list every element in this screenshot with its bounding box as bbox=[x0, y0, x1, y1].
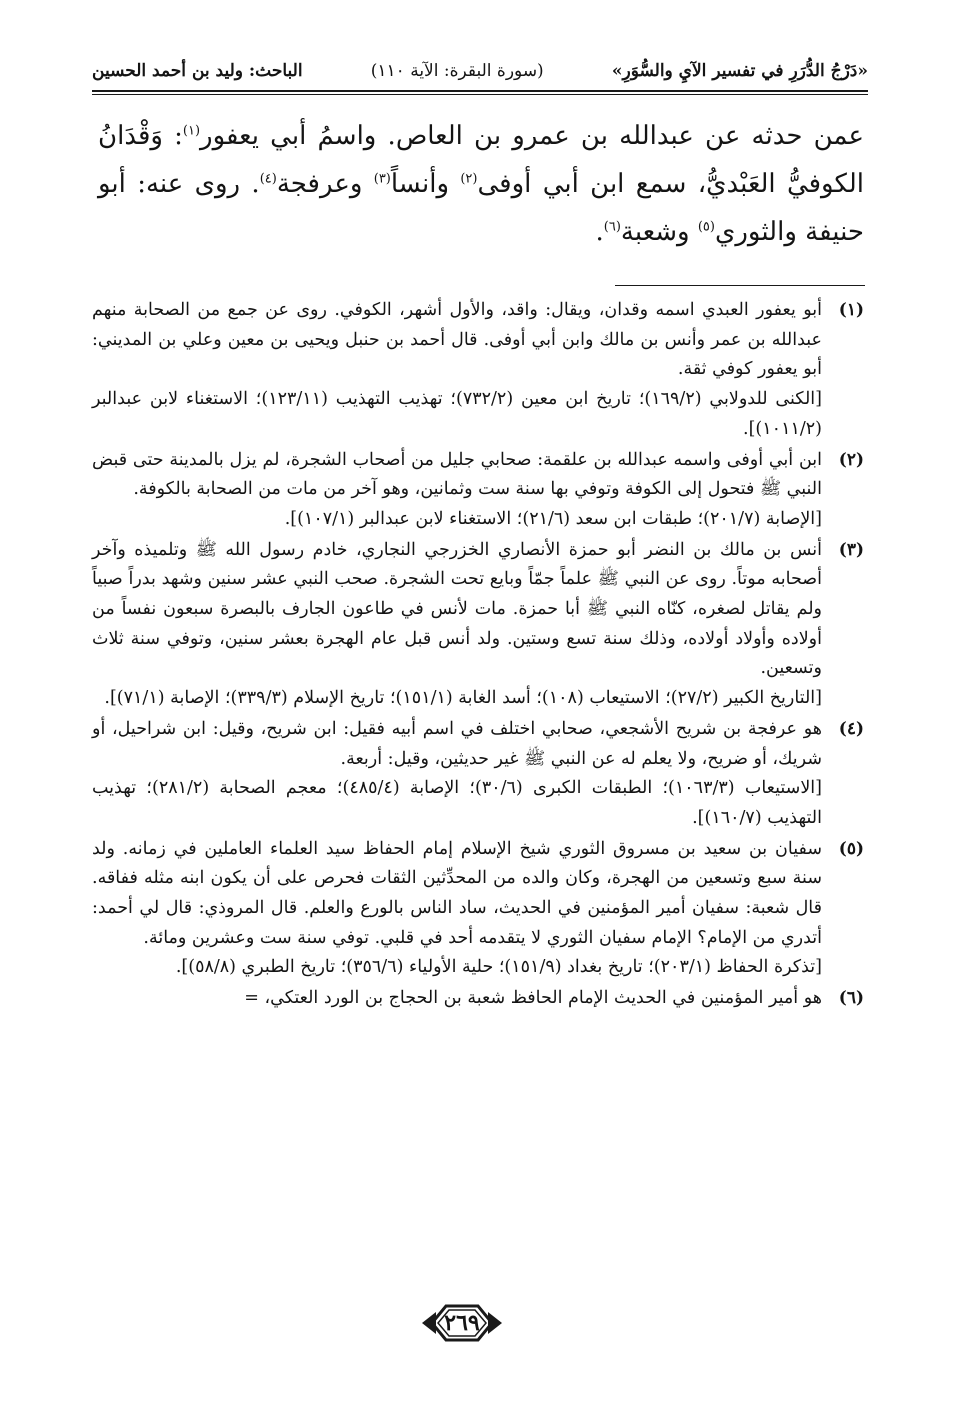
researcher-name: الباحث: وليد بن أحمد الحسين bbox=[92, 61, 303, 81]
running-header bbox=[92, 56, 868, 86]
footnote-text: ابن أبي أوفى واسمه عبدالله بن علقمة: صحابي جليل من أصحاب الشجرة، لم يزل بالمدينة حتى قبض النبي ﷺ فتحول إلى الكوفة وتوفي بها سنة ست وثمانين، وهو آخر من مات من الصحابة بالكوفة. bbox=[92, 449, 822, 500]
page-number: ٢٦٩ bbox=[444, 1310, 480, 1336]
footnote-number: (٢) bbox=[838, 449, 864, 470]
footnote-ref[interactable]: (١) bbox=[182, 123, 201, 139]
footnote-text: هو عرفجة بن شريح الأشجعي، صحابي اختلف في اسم أبيه فقيل: ابن شريح، وقيل: ابن شراحيل، أو شريك، أو ضريح، ولا يعلم له عن النبي ﷺ غير حديثين، وقيل: أربعة. bbox=[92, 718, 822, 769]
footnote-1 bbox=[92, 296, 864, 445]
page-number-ornament bbox=[418, 1300, 506, 1346]
footnote-number: (١) bbox=[838, 300, 864, 320]
footnote-number: (٥) bbox=[838, 838, 864, 859]
footnote-ref[interactable]: (٤) bbox=[259, 171, 277, 187]
footnote-text: هو أمير المؤمنين في الحديث الإمام الحافظ شعبة بن الحجاج بن الورد العتكي، = bbox=[244, 988, 822, 1009]
book-title: «دَرْجُ الدُّرَرِ في تفسير الآيِ والسُّوَرِ» bbox=[611, 61, 868, 81]
footnote-text: سفيان بن سعيد بن مسروق الثوري شيخ الإسلام إمام الحفاظ سيد العلماء العاملين في زمانه. ولد سنة سبع وتسعين من الهجرة، وكان والده من المحدِّثين الثقات فحرص على أن يكون ابنه مثله ففاقه. قال شعبة: سفيان أمير المؤمنين في الحديث، ساد الناس بالورع والعلم. قال المروذي: قال لي أحمد: أتدري من الإمام؟ الإمام سفيان الثوري لا يتقدمه أحد في قلبي. توفي سنة ست وعشرين ومائة. bbox=[92, 838, 822, 948]
header-rule bbox=[92, 90, 868, 92]
footnote-refs: [تذكرة الحفاظ (٢٠٣/١)؛ تاريخ بغداد (١٥١/٩)؛ حلية الأولياء (٣٥٦/٦)؛ تاريخ الطبري (٥٨/٨)]. bbox=[175, 957, 822, 978]
footnote-4 bbox=[92, 715, 864, 834]
footnote-text: أنس بن مالك بن النضر أبو حمزة الأنصاري الخزرجي النجاري، خادم رسول الله ﷺ وتلميذه وآخر أصحابه موتاً. روى عن النبي ﷺ علماً جمّاً وبايع تحت الشجرة. صحب النبي عشر سنين وشهد بدراً صبياً ولم يقاتل لصغره، كنّاه النبي ﷺ أبا حمزة. مات لأنس في طاعون الجارف بالبصرة سبعون نفساً من أولاده وأولاد أولاده، وذلك سنة تسع وستين. ولد أنس قبل عام الهجرة بعشر سنين، وتوفي سنة ثلاث وتسعين. bbox=[92, 539, 822, 679]
footnotes bbox=[92, 296, 864, 1015]
footnote-number: (٤) bbox=[838, 718, 864, 739]
main-paragraph: عمن حدثه عن عبدالله بن عمرو بن العاص. واسمُ أبي يعفور$^{(١)}$: وَقْدَانُ الكوفيُّ العَبْديُّ، سمع ابن أبي أوفى$^{(٢)}$ وأنساً$^{(٣)}$ وعرفجة$^{(٤)}$. روى عنه: أبو حنيفة والثوري$^{(٥)}$ وشعبة$^{(٦)}$. bbox=[98, 121, 864, 247]
footnote-refs: [الإصابة (٢٠١/٧)؛ طبقات ابن سعد (٢١/٦)؛ الاستغناء لابن عبدالبر (١٠٧/١)]. bbox=[284, 508, 822, 529]
footnote-text: أبو يعفور العبدي اسمه وقدان، ويقال: واقد، والأول أشهر، الكوفي. روى عن جمع من الصحابة منهم عبدالله بن عمر وأنس بن مالك وابن أبي أوفى. قال أحمد بن حنبل ويحيى بن معين وعلي بن المديني: أبو يعفور كوفي ثقة. bbox=[92, 300, 822, 380]
footnote-ref[interactable]: (٥) bbox=[697, 219, 715, 235]
footnote-refs: [الاستيعاب (١٠٦٣/٣)؛ الطبقات الكبرى (٣٠/٦)؛ الإصابة (٤٨٥/٤)؛ معجم الصحابة (٢٨١/٢)؛ تهذيب التهذيب (١٦٠/٧)]. bbox=[92, 778, 822, 828]
surah-reference: (سورة البقرة: الآية ١١٠) bbox=[370, 61, 544, 81]
footnote-separator bbox=[615, 285, 865, 286]
header-rule-thin bbox=[92, 94, 868, 95]
footnote-3 bbox=[92, 536, 864, 714]
footnote-6 bbox=[92, 984, 864, 1014]
footnote-refs: [التاريخ الكبير (٢٧/٢)؛ الاستيعاب (١٠٨)؛ أسد الغابة (١٥١/١)؛ تاريخ الإسلام (٣٣٩/٣)؛ الإصابة (٧١/١)]. bbox=[104, 688, 822, 709]
footnote-2 bbox=[92, 446, 864, 535]
footnote-refs: [الكنى للدولابي (١٦٩/٢)؛ تاريخ ابن معين (٧٣٢/٢)؛ تهذيب التهذيب (١٢٣/١١)؛ الاستغناء لابن عبدالبر (١٠١١/٢)]. bbox=[92, 389, 822, 439]
footnote-5 bbox=[92, 835, 864, 984]
footnote-number: (٦) bbox=[838, 988, 864, 1009]
footnote-number: (٣) bbox=[838, 539, 864, 560]
footnote-ref[interactable]: (٦) bbox=[603, 219, 621, 235]
main-text bbox=[98, 112, 864, 256]
footnote-ref[interactable]: (٢) bbox=[460, 171, 478, 187]
footnote-ref[interactable]: (٣) bbox=[373, 171, 391, 187]
